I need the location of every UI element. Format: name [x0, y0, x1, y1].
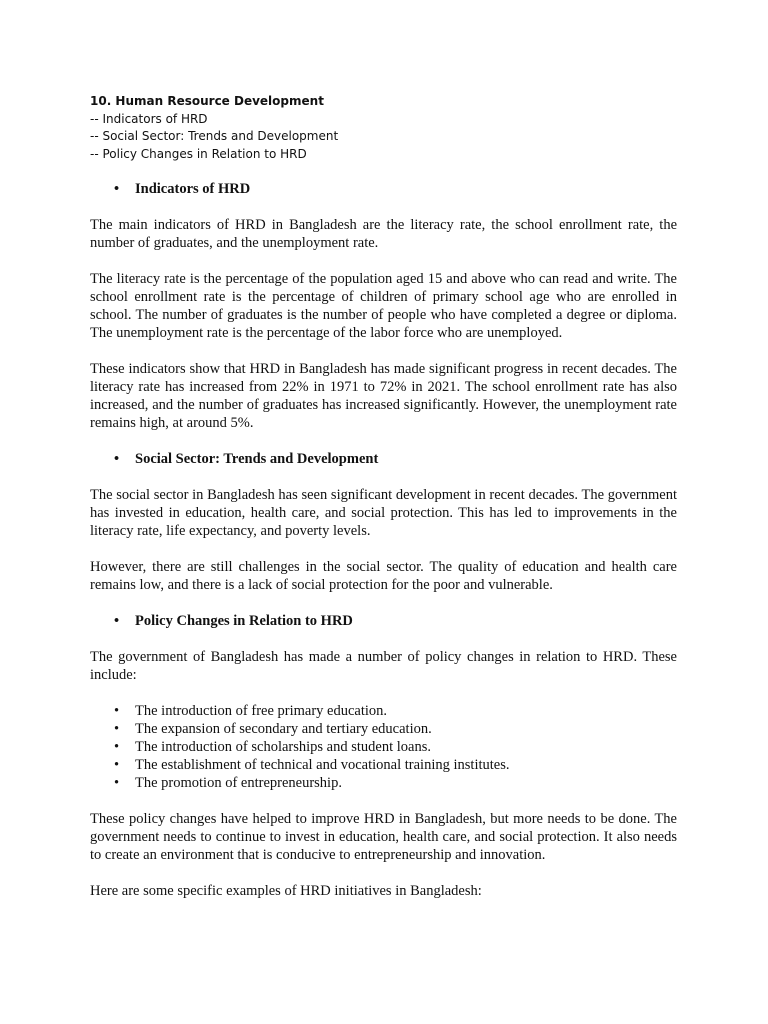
list-item — [90, 774, 677, 792]
heading-social-sector — [90, 450, 677, 468]
paragraph: However, there are still challenges in the social sector. The quality of education and health care remains low, and there is a lack of social protection for the poor and vulnerable. — [90, 559, 677, 593]
paragraph: The social sector in Bangladesh has seen significant development in recent decades. The government has invested in education, health care, and social protection. This has led to improvements in the literacy rate, life expectancy, and poverty levels. — [90, 487, 677, 539]
policy-list — [90, 702, 677, 792]
bullet-icon: • — [114, 721, 120, 737]
heading-policy-changes-text: Policy Changes in Relation to HRD — [135, 613, 353, 629]
paragraph: Here are some specific examples of HRD initiatives in Bangladesh: — [90, 883, 482, 899]
header-line-social: -- Social Sector: Trends and Development — [90, 129, 339, 143]
paragraph: The main indicators of HRD in Bangladesh are the literacy rate, the school enrollment rate, the number of graduates, and the unemployment rate. — [90, 217, 677, 251]
list-item — [90, 702, 677, 720]
paragraph: The literacy rate is the percentage of the population aged 15 and above who can read and write. The school enrollment rate is the percentage of children of primary school age who are enrolled in school. The number of graduates is the number of people who have completed a degree or diploma. The unemployment rate is the percentage of the labor force who are unemployed. — [90, 271, 677, 341]
bullet-icon: • — [114, 739, 120, 755]
list-item-text: The promotion of entrepreneurship. — [135, 775, 342, 791]
paragraph: These indicators show that HRD in Bangladesh has made significant progress in recent decades. The literacy rate has increased from 22% in 1971 to 72% in 2021. The school enrollment rate has also increased, and the number of graduates has increased significantly. However, the unemployment rate remains high, at around 5%. — [90, 361, 677, 431]
list-item-text: The introduction of free primary education. — [135, 703, 388, 719]
paragraph: The government of Bangladesh has made a number of policy changes in relation to HRD. These include: — [90, 649, 677, 683]
header-line-indicators: -- Indicators of HRD — [90, 111, 208, 126]
document-title: 10. Human Resource Development — [90, 94, 324, 108]
bullet-icon: • — [114, 775, 120, 791]
document-header — [90, 93, 677, 163]
list-item — [90, 738, 677, 756]
heading-indicators — [90, 180, 677, 198]
bullet-icon: • — [114, 181, 120, 197]
header-line-policy: -- Policy Changes in Relation to HRD — [90, 146, 307, 161]
bullet-icon: • — [114, 613, 120, 629]
bullet-icon: • — [114, 757, 120, 773]
paragraph: These policy changes have helped to improve HRD in Bangladesh, but more needs to be done. The government needs to continue to invest in education, health care, and social protection. It also needs to create an environment that is conducive to entrepreneurship and innovation. — [90, 811, 677, 863]
list-item-text: The expansion of secondary and tertiary education. — [135, 721, 432, 737]
list-item-text: The introduction of scholarships and student loans. — [135, 739, 431, 755]
list-item — [90, 720, 677, 738]
bullet-icon: • — [114, 451, 120, 467]
heading-indicators-text: Indicators of HRD — [135, 181, 251, 197]
list-item-text: The establishment of technical and vocational training institutes. — [135, 757, 510, 773]
list-item — [90, 756, 677, 774]
heading-social-sector-text: Social Sector: Trends and Development — [135, 451, 379, 467]
heading-policy-changes — [90, 612, 677, 630]
bullet-icon: • — [114, 703, 120, 719]
document-page — [90, 93, 677, 918]
